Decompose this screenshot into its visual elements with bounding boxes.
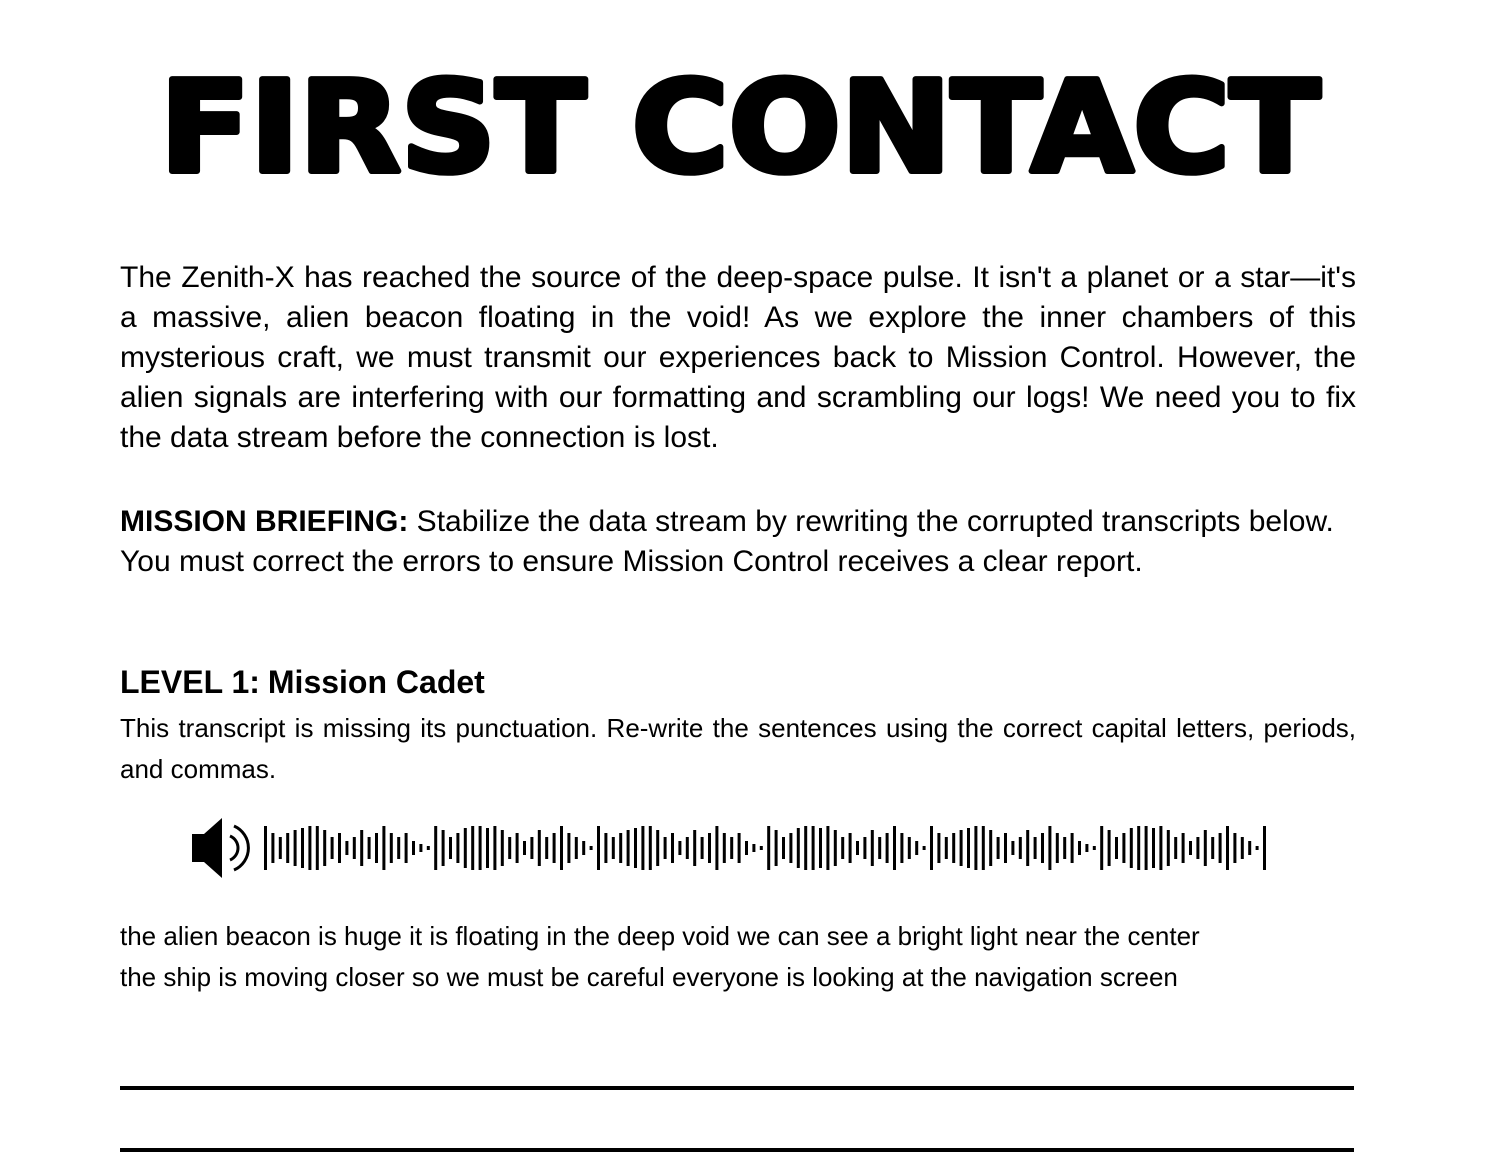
waveform-bar: [804, 826, 807, 870]
waveform-bar: [730, 837, 733, 859]
waveform-bar: [545, 837, 548, 859]
waveform-bar: [1248, 841, 1251, 855]
waveform-bar: [1256, 846, 1259, 850]
waveform-bar: [767, 826, 770, 870]
waveform-bar: [286, 833, 289, 863]
waveform-bar: [708, 833, 711, 863]
waveform-bar: [1263, 826, 1266, 870]
waveform-bar: [834, 830, 837, 866]
waveform-bar: [1196, 837, 1199, 859]
waveform-bar: [782, 837, 785, 859]
waveform-bar: [1122, 833, 1125, 863]
level-1-instructions: This transcript is missing its punctuation. Re-write the sentences using the correct capital letters, periods, and commas.: [120, 713, 1356, 784]
waveform-bar: [345, 841, 348, 855]
waveform-bar: [486, 828, 489, 868]
waveform-bar: [649, 826, 652, 870]
waveform-bar: [1078, 841, 1081, 855]
intro-paragraph: The Zenith-X has reached the source of the deep-space pulse. It isn't a planet or a star—it's a massive, alien beacon floating in the void! As we explore the inner chambers of this mysterious craft, we must transmit our experiences back to Mission Control. However, the alien signals are interfering with our formatting and scrambling our logs! We need you to fix the data stream before the connection is lost.: [120, 261, 1356, 454]
waveform-bar: [301, 828, 304, 868]
waveform-bar: [567, 833, 570, 863]
waveform-bar: [1204, 830, 1207, 866]
waveform-bar: [523, 841, 526, 855]
waveform-bar: [323, 830, 326, 866]
transcript-line: the ship is moving closer so we must be careful everyone is looking at the navigation screen: [120, 962, 1178, 992]
waveform-bar: [597, 826, 600, 870]
waveform-bar: [775, 830, 778, 866]
speaker-icon: [192, 818, 248, 878]
waveform-bar: [819, 828, 822, 868]
waveform-bar: [1145, 826, 1148, 870]
waveform-bar: [701, 837, 704, 859]
waveform-bar: [826, 826, 829, 870]
waveform-bar: [501, 830, 504, 866]
waveform-bar: [1130, 828, 1133, 868]
waveform-bar: [664, 837, 667, 859]
waveform-bar: [405, 833, 408, 863]
waveform-bar: [952, 833, 955, 863]
waveform-bar: [1137, 826, 1140, 870]
waveform-bar: [1026, 830, 1029, 866]
waveform-bar: [1034, 837, 1037, 859]
waveform-bar: [1241, 837, 1244, 859]
waveform-bar: [582, 841, 585, 855]
waveform-bar: [1167, 830, 1170, 866]
transcript-line: the alien beacon is huge it is floating in the deep void we can see a bright light near the center: [120, 921, 1200, 951]
waveform-bar: [812, 826, 815, 870]
waveform-bar: [797, 828, 800, 868]
waveform-bar: [449, 837, 452, 859]
waveform-bar: [856, 841, 859, 855]
waveform-bar: [1115, 837, 1118, 859]
waveform-bar: [930, 826, 933, 870]
waveform-bar: [1100, 826, 1103, 870]
waveform-bar: [671, 833, 674, 863]
waveform-bar: [900, 833, 903, 863]
waveform-bar: [760, 846, 763, 850]
waveform-bar: [886, 833, 889, 863]
waveform-bar: [456, 833, 459, 863]
waveform-bar: [989, 830, 992, 866]
waveform-bar: [575, 837, 578, 859]
waveform-bar: [641, 826, 644, 870]
waveform-bar: [627, 830, 630, 866]
waveform-bar: [360, 830, 363, 866]
waveform-bar: [656, 830, 659, 866]
waveform-bar: [893, 826, 896, 870]
waveform-bar: [915, 841, 918, 855]
waveform-bar: [1063, 837, 1066, 859]
waveform-bar: [686, 837, 689, 859]
waveform-bar: [397, 837, 400, 859]
waveform-bar: [412, 841, 415, 855]
answer-line[interactable]: [120, 1086, 1354, 1090]
waveform-bar: [1174, 837, 1177, 859]
waveform-bar: [745, 841, 748, 855]
waveform-bar: [560, 826, 563, 870]
waveform-bar: [841, 837, 844, 859]
waveform-bar: [1182, 833, 1185, 863]
audio-waveform: [264, 826, 1266, 870]
waveform-bar: [1041, 833, 1044, 863]
waveform-bar: [723, 833, 726, 863]
waveform-bar: [1219, 833, 1222, 863]
title-banner: [140, 68, 1340, 198]
waveform-bar: [382, 826, 385, 870]
waveform-bar: [923, 846, 926, 850]
waveform-bar: [516, 833, 519, 863]
waveform-bar: [937, 833, 940, 863]
waveform-bar: [331, 837, 334, 859]
waveform-bar: [434, 826, 437, 870]
waveform-bar: [316, 826, 319, 870]
waveform-bar: [871, 830, 874, 866]
waveform-bar: [1085, 844, 1088, 852]
waveform-bar: [294, 830, 297, 866]
audio-clip: [188, 812, 1278, 884]
waveform-bar: [538, 830, 541, 866]
waveform-bar: [375, 833, 378, 863]
waveform-bar: [479, 826, 482, 870]
waveform-bar: [612, 837, 615, 859]
waveform-bar: [974, 826, 977, 870]
waveform-bar: [493, 826, 496, 870]
waveform-bar: [271, 833, 274, 863]
waveform-bar: [279, 837, 282, 859]
mission-briefing: [120, 502, 1356, 582]
briefing-label: MISSION BRIEFING:: [120, 505, 409, 538]
waveform-bar: [619, 833, 622, 863]
waveform-bar: [427, 846, 430, 850]
waveform-bar: [1093, 846, 1096, 850]
waveform-bar: [960, 830, 963, 866]
waveform-bar: [442, 830, 445, 866]
waveform-bar: [1011, 841, 1014, 855]
waveform-bar: [308, 826, 311, 870]
waveform-bar: [353, 837, 356, 859]
waveform-bar: [1048, 826, 1051, 870]
waveform-bar: [1189, 841, 1192, 855]
waveform-bar: [678, 841, 681, 855]
waveform-bar: [1233, 833, 1236, 863]
waveform-bar: [997, 837, 1000, 859]
level-number: LEVEL 1:: [120, 664, 260, 700]
waveform-bar: [1159, 826, 1162, 870]
waveform-bar: [604, 833, 607, 863]
waveform-bar: [849, 833, 852, 863]
waveform-bar: [530, 837, 533, 859]
waveform-bar: [967, 828, 970, 868]
waveform-bar: [1108, 830, 1111, 866]
waveform-bar: [464, 828, 467, 868]
waveform-bar: [982, 826, 985, 870]
waveform-bar: [1152, 828, 1155, 868]
waveform-bar: [1019, 837, 1022, 859]
waveform-bar: [590, 846, 593, 850]
waveform-bar: [752, 844, 755, 852]
waveform-bar: [471, 826, 474, 870]
waveform-bar: [390, 833, 393, 863]
waveform-bar: [264, 826, 267, 870]
waveform-bar: [1211, 837, 1214, 859]
level-name: Mission Cadet: [267, 664, 485, 700]
waveform-bar: [1226, 826, 1229, 870]
waveform-bar: [715, 826, 718, 870]
waveform-bar: [1004, 833, 1007, 863]
waveform-bar: [878, 837, 881, 859]
waveform-bar: [945, 837, 948, 859]
level-1-heading: [120, 660, 1356, 704]
waveform-bar: [789, 833, 792, 863]
waveform-bar: [1071, 833, 1074, 863]
waveform-bar: [634, 828, 637, 868]
waveform-bar: [863, 837, 866, 859]
answer-line[interactable]: [120, 1148, 1354, 1152]
corrupted-transcript: [120, 916, 1360, 998]
briefing-text: Stabilize the data stream by rewriting the corrupted transcripts below. You must correct the errors to ensure Mission Control receives a clear report.: [120, 505, 1334, 578]
waveform-bar: [738, 833, 741, 863]
waveform-bar: [553, 833, 556, 863]
waveform-bar: [419, 844, 422, 852]
title-svg: [140, 68, 1340, 198]
waveform-bar: [508, 837, 511, 859]
waveform-bar: [368, 837, 371, 859]
waveform-bar: [693, 830, 696, 866]
waveform-bar: [1056, 833, 1059, 863]
waveform-bar: [908, 837, 911, 859]
page-title: FIRST CONTACT: [160, 68, 1321, 198]
waveform-bar: [338, 833, 341, 863]
